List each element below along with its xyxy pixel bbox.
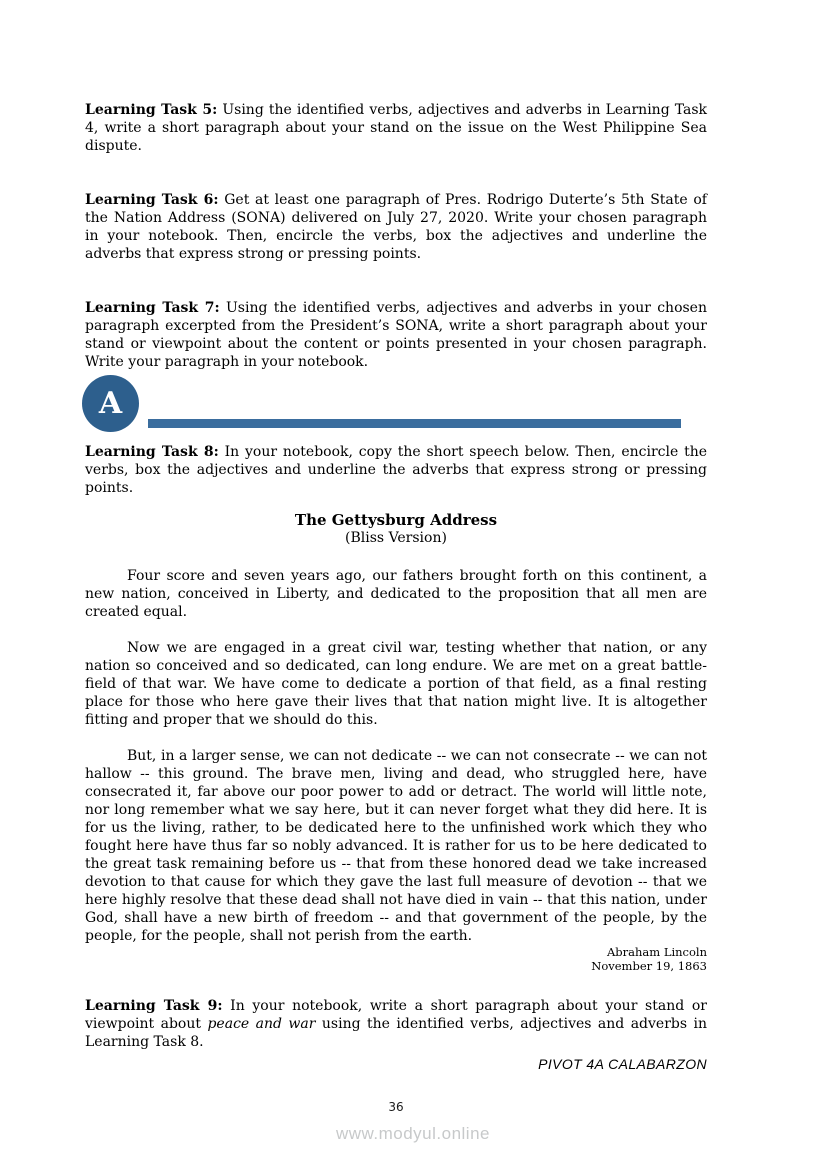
- learning-task-7: [85, 299, 707, 371]
- section-divider-bar: [148, 419, 681, 428]
- learning-task-7-text: Using the identified verbs, adjectives and adverbs in your chosen paragraph excerpted from the President’s SONA, write a short paragraph about your stand or viewpoint about the content or points presented in your chosen paragraph. Write your paragraph in your notebook.: [85, 300, 707, 370]
- learning-task-7-label: Learning Task 7:: [85, 300, 220, 316]
- learning-task-8: [85, 443, 707, 497]
- learning-task-8-label: Learning Task 8:: [85, 444, 219, 460]
- speech-subtitle: (Bliss Version): [345, 530, 447, 546]
- page-number: 36: [388, 1100, 404, 1114]
- watermark: www.modyul.online: [335, 1124, 490, 1143]
- page-content: [85, 101, 707, 1073]
- speech-paragraph-1: Four score and seven years ago, our fathers brought forth on this continent, a new nation, conceived in Liberty, and dedicated to the proposition that all men are created equal.: [85, 568, 707, 620]
- learning-task-6: [85, 191, 707, 263]
- speech-title: The Gettysburg Address: [294, 511, 498, 529]
- learning-task-5-text: Using the identified verbs, adjectives and adverbs in Learning Task 4, write a short paragraph about your stand on the issue on the West Philippine Sea dispute.: [85, 102, 707, 154]
- learning-task-6-label: Learning Task 6:: [85, 192, 219, 208]
- footer-brand: PIVOT 4A CALABARZON: [538, 1056, 707, 1072]
- learning-task-9-text-after: using the identified verbs, adjectives and adverbs in Learning Task 8.: [85, 1016, 708, 1050]
- learning-task-9-italic-phrase: peace and war: [207, 1016, 316, 1032]
- attribution-date: November 19, 1863: [591, 959, 707, 973]
- speech-paragraph-3: But, in a larger sense, we can not dedicate -- we can not consecrate -- we can not hallow -- this ground. The brave men, living and dead, who struggled here, have consecrated it, far above our poor power to add or detract. The world will little note, nor long remember what we say here, but it can never forget what they did here. It is for us the living, rather, to be dedicated here to the unfinished work which they who fought here have thus far so nobly advanced. It is rather for us to be here dedicated to the great task remaining before us -- that from these honored dead we take increased devotion to that cause for which they gave the last full measure of devotion -- that we here highly resolve that these dead shall not have died in vain -- that this nation, under God, shall have a new birth of freedom -- and that government of the people, by the people, for the people, shall not perish from the earth.: [85, 748, 707, 944]
- learning-task-9-label: Learning Task 9:: [85, 998, 223, 1014]
- section-letter: A: [98, 386, 123, 421]
- learning-task-8-text: In your notebook, copy the short speech below. Then, encircle the verbs, box the adjectives and underline the adverbs that express strong or pressing points.: [85, 444, 707, 496]
- learning-task-9-text-before: In your notebook, write a short paragraph about your stand or viewpoint about: [85, 998, 707, 1032]
- speech-attribution: [85, 945, 707, 973]
- attribution-name: Abraham Lincoln: [606, 945, 707, 959]
- learning-task-5-label: Learning Task 5:: [85, 102, 218, 118]
- section-letter-badge: [82, 375, 139, 432]
- learning-task-5: [85, 101, 707, 155]
- learning-task-9: [85, 997, 707, 1051]
- speech-paragraph-2: Now we are engaged in a great civil war, testing whether that nation, or any nation so conceived and so dedicated, can long endure. We are met on a great battle-field of that war. We have come to dedicate a portion of that field, as a final resting place for those who here gave their lives that that nation might live. It is altogether fitting and proper that we should do this.: [85, 640, 707, 728]
- learning-task-6-text: Get at least one paragraph of Pres. Rodrigo Duterte’s 5th State of the Nation Address (SONA) delivered on July 27, 2020. Write your chosen paragraph in your notebook. Then, encircle the verbs, box the adjectives and underline the adverbs that express strong or pressing points.: [85, 192, 707, 262]
- section-marker: [85, 375, 707, 437]
